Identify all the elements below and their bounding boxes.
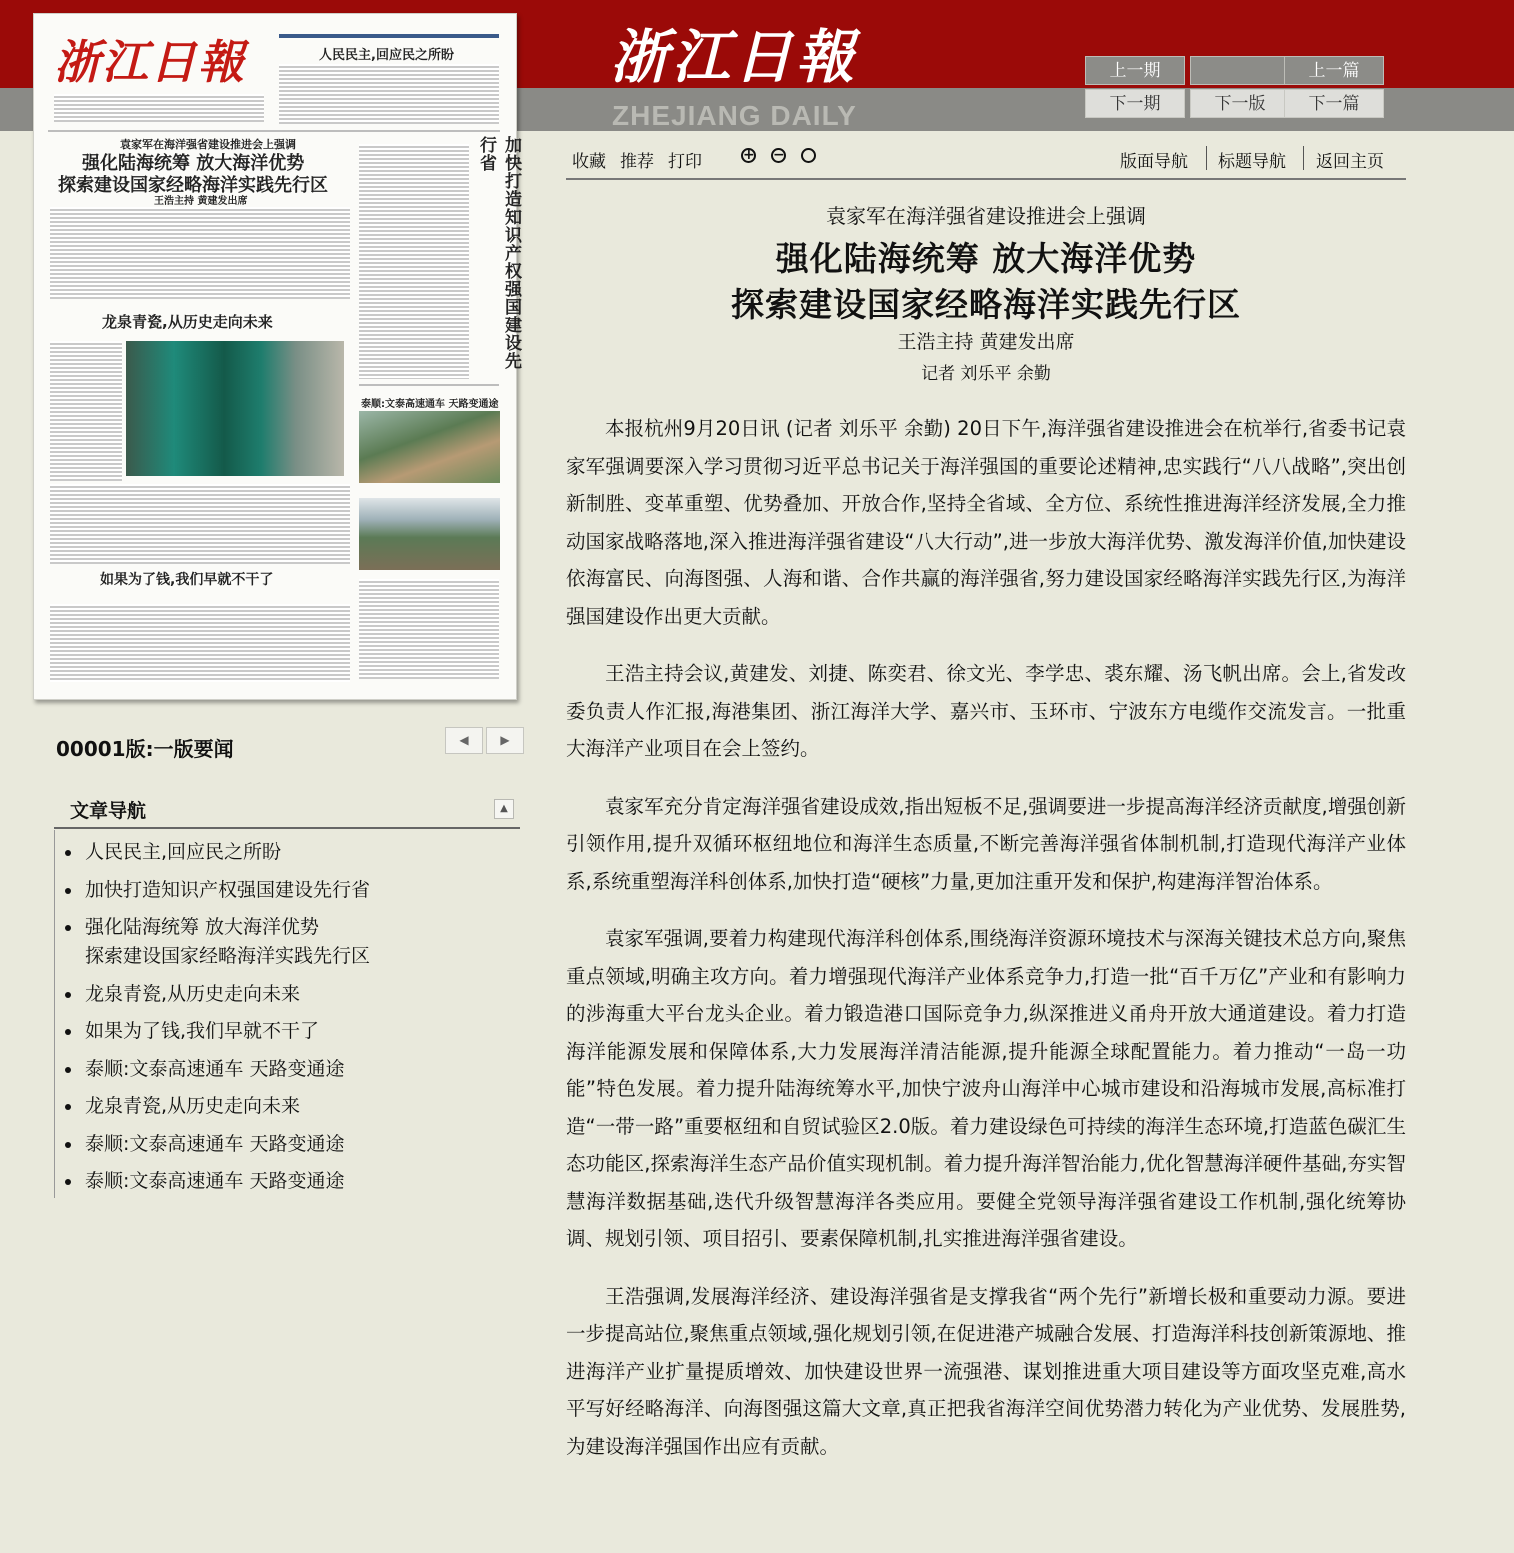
thumbnail-mid-head: 龙泉青瓷,从历史走向未来 (102, 313, 273, 331)
thumbnail-top-right-head: 人民民主,回应民之所盼 (319, 48, 454, 63)
article-nav-item-label[interactable]: 加快打造知识产权强国建设先行省 (85, 878, 371, 901)
article-nav-item-label[interactable]: 龙泉青瓷,从历史走向未来 (85, 982, 301, 1005)
thumbnail-text-block (50, 341, 122, 481)
thumbnail-text-block (279, 64, 499, 124)
toolbar-separator (1303, 146, 1304, 170)
article-nav-item-label[interactable]: 人民民主,回应民之所盼 (85, 841, 282, 863)
article-paragraph: 袁家军强调,要着力构建现代海洋科创体系,围绕海洋资源环境技术与深海关键技术总方向,聚焦重点领域,明确主攻方向。着力增强现代海洋产业体系竞争力,打造一批“百千万亿”产业和有影响力的涉海重大平台龙头企业。着力锻造港口国际竞争力,纵深推进义甬舟开放大通道建设。着力打造海洋能源发展和保障体系,大力发展海洋清洁能源,提升能源全球配置能力。着力推动“一岛一功能”特色发展。着力提升陆海统筹水平,加快宁波舟山海洋中心城市建设和沿海城市发展,高标准打造“一带一路”重要枢纽和自贸试验区2.0版。着力建设绿色可持续的海洋生态环境,打造蓝色碳汇生态功能区,探索海洋生态产品价值实现机制。着力提升海洋智治能力,优化智慧海洋硬件基础,夯实智慧海洋数据基础,迭代升级智慧海洋各类应用。要健全党领导海洋强省建设工作机制,强化统筹协调、规划引领、项目招引、要素保障机制,扎实推进海洋强省建设。 (566, 927, 1406, 1250)
article-nav-item[interactable] (56, 876, 516, 905)
page-label: 00001版:一版要闻 (56, 737, 234, 761)
recommend-link[interactable]: 推荐 (620, 152, 654, 172)
zoom-in-icon[interactable]: + (743, 147, 755, 163)
article-nav-item[interactable] (56, 980, 516, 1009)
thumbnail-text-block (359, 579, 499, 679)
thumbnail-bottom-head: 如果为了钱,我们早就不干了 (100, 572, 274, 588)
toolbar-divider (566, 178, 1406, 180)
article-nav-item[interactable] (56, 1130, 516, 1159)
prev-page-arrow-button[interactable] (445, 727, 483, 754)
article-paragraph: 王浩强调,发展海洋经济、建设海洋强省是支撑我省“两个先行”新增长极和重要动力源。要进一步提高站位,聚焦重点领域,强化规划引领,在促进港产城融合发展、打造海洋科技创新策源地、推进海洋产业扩量提质增效、加快建设世界一流强港、谋划推进重大项目建设等方面攻坚克难,高水平写好经略海洋、向海图强这篇大文章,真正把我省海洋空间优势潜力转化为产业优势、发展胜势,为建设海洋强国作出应有贡献。 (566, 1284, 1406, 1458)
page-thumbnail[interactable] (33, 13, 521, 700)
article-nav-item-label[interactable]: 强化陆海统筹 放大海洋优势 (85, 916, 320, 938)
thumbnail-byline: 王浩主持 黄建发出席 (154, 196, 248, 207)
article-nav-item-label[interactable]: 探索建设国家经略海洋实践先行区 (85, 945, 371, 967)
next-article-button[interactable]: 下一篇 (1284, 89, 1384, 118)
triangle-right-icon: ▶ (500, 733, 510, 747)
triangle-left-icon: ◀ (459, 733, 469, 747)
print-link[interactable]: 打印 (668, 152, 702, 172)
zoom-out-icon[interactable]: − (773, 147, 785, 163)
article-nav-title: 文章导航 (70, 800, 147, 822)
prev-article-button[interactable]: 上一篇 (1284, 56, 1384, 85)
article-paragraph: 王浩主持会议,黄建发、刘捷、陈奕君、徐文光、李学忠、裘东耀、汤飞帆出席。会上,省发改委负责人作汇报,海港集团、浙江海洋大学、嘉兴市、玉环市、宁波东方电缆作交流发言。一批重大海洋产业项目在会上签约。 (566, 662, 1406, 760)
toolbar-separator (1206, 146, 1207, 170)
article-body (566, 410, 1406, 1485)
article-title-line2: 探索建设国家经略海洋实践先行区 (731, 285, 1241, 324)
article-title-line1: 强化陆海统筹 放大海洋优势 (775, 239, 1197, 278)
article-nav-list (56, 838, 516, 1205)
next-issue-button[interactable]: 下一期 (1085, 89, 1185, 118)
thumbnail-rule (48, 130, 500, 132)
article-byline-reporters: 记者 刘乐平 余勤 (921, 364, 1051, 384)
article-nav-item[interactable] (56, 1167, 516, 1196)
thumbnail-masthead: 浙江日報 (54, 35, 246, 89)
article-nav-item[interactable] (56, 1055, 516, 1084)
thumbnail-rule (279, 34, 499, 38)
article-nav-item[interactable] (56, 838, 516, 867)
thumbnail-right-head: 泰顺:文泰高速通车 天路变通途 (361, 399, 499, 410)
thumbnail-kicker: 袁家军在海洋强省建设推进会上强调 (120, 138, 296, 151)
thumbnail-text-block (359, 144, 469, 379)
thumbnail-photo-tower (126, 341, 344, 476)
favorite-link[interactable]: 收藏 (572, 152, 606, 172)
article-nav-item-label[interactable]: 泰顺:文泰高速通车 天路变通途 (85, 1132, 345, 1155)
article-nav-item-label[interactable]: 龙泉青瓷,从历史走向未来 (85, 1095, 301, 1117)
article-nav-item-label[interactable]: 如果为了钱,我们早就不干了 (85, 1020, 320, 1042)
thumbnail-text-block (50, 604, 350, 682)
thumbnail-vertical-head: 加快打造知识产权强国建设先行省 (476, 136, 521, 370)
prev-issue-button[interactable]: 上一期 (1085, 56, 1185, 85)
page-nav-link[interactable]: 版面导航 (1120, 152, 1188, 172)
article-nav-item-label[interactable]: 泰顺:文泰高速通车 天路变通途 (85, 1057, 345, 1080)
thumbnail-text-block (50, 484, 350, 564)
thumbnail-photo-road (359, 498, 500, 570)
article-kicker: 袁家军在海洋强省建设推进会上强调 (826, 204, 1146, 228)
thumbnail-photo-road (359, 411, 500, 483)
thumbnail-text-block (54, 94, 264, 122)
article-nav-border (54, 830, 55, 1198)
thumbnail-head2: 探索建设国家经略海洋实践先行区 (58, 175, 328, 196)
article-paragraph: 袁家军充分肯定海洋强省建设成效,指出短板不足,强调要进一步提高海洋经济贡献度,增强创新引领作用,提升双循环枢纽地位和海洋生态质量,不断完善海洋强省体制机制,打造现代海洋产业体系,系统重塑海洋科创体系,加快打造“硬核”力量,更加注重开发和保护,构建海洋智治体系。 (566, 794, 1406, 893)
next-page-button[interactable]: 下一版 (1190, 89, 1290, 118)
prev-page-button[interactable] (1190, 56, 1290, 85)
article-nav-divider (54, 827, 520, 829)
article-paragraph: 本报杭州9月20日讯 (记者 刘乐平 余勤) 20日下午,海洋强省建设推进会在杭举行,省委书记袁家军强调要深入学习贯彻习近平总书记关于海洋强国的重要论述精神,忠实践行“八八战略”,突出创新制胜、变革重塑、优势叠加、开放合作,坚持全省域、全方位、系统性推进海洋经济发展,全力推动国家战略落地,深入推进海洋强省建设“八大行动”,进一步放大海洋优势、激发海洋价值,加快建设依海富民、向海图强、人海和谐、合作共赢的海洋强省,努力建设国家经略海洋实践先行区,为海洋强国建设作出更大贡献。 (566, 417, 1406, 628)
title-nav-link[interactable]: 标题导航 (1218, 152, 1286, 172)
thumbnail-rule (359, 384, 499, 386)
thumbnail-text-block (50, 207, 350, 299)
triangle-up-icon: ▲ (500, 803, 508, 814)
masthead-subtitle: ZHEJIANG DAILY (612, 100, 857, 131)
next-page-arrow-button[interactable] (486, 727, 524, 754)
home-link[interactable]: 返回主页 (1316, 152, 1384, 172)
collapse-button[interactable] (494, 799, 514, 819)
masthead-logo: 浙江日報 (610, 23, 859, 91)
article-nav-item[interactable] (56, 913, 516, 971)
article-nav-item[interactable] (56, 1092, 516, 1121)
article-nav-item-label[interactable]: 泰顺:文泰高速通车 天路变通途 (85, 1170, 345, 1192)
thumbnail-head1: 强化陆海统筹 放大海洋优势 (82, 153, 305, 174)
article-nav-item[interactable] (56, 1017, 516, 1046)
zoom-reset-icon[interactable] (801, 148, 816, 163)
article-byline-chairs: 王浩主持 黄建发出席 (897, 331, 1075, 353)
